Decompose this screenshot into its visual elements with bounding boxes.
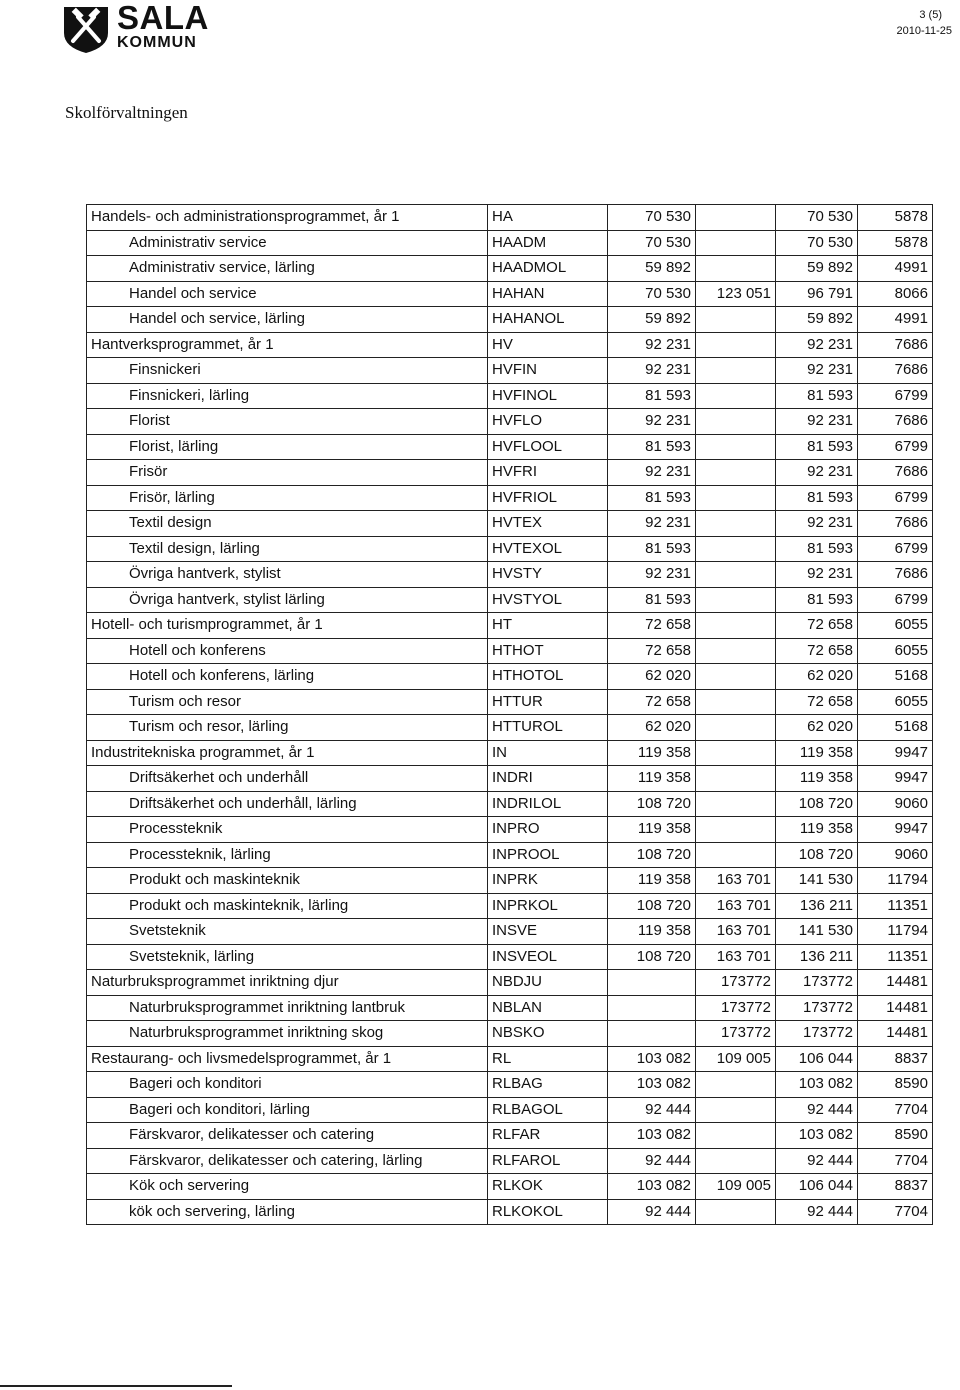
program-code-cell: RLBAG (488, 1072, 608, 1098)
table-row (87, 1174, 933, 1200)
table-row (87, 1148, 933, 1174)
amount-cell-2 (696, 587, 776, 613)
program-rates-table (86, 204, 933, 1225)
amount-cell-1: 72 658 (608, 638, 696, 664)
amount-cell-3: 59 892 (776, 307, 858, 333)
program-name-cell: Textil design (87, 511, 488, 537)
program-name-cell: Naturbruksprogrammet inriktning lantbruk (87, 995, 488, 1021)
amount-cell-4: 7704 (858, 1097, 933, 1123)
program-name-cell: Färskvaror, delikatesser och catering (87, 1123, 488, 1149)
amount-cell-3: 62 020 (776, 664, 858, 690)
amount-cell-4: 11794 (858, 868, 933, 894)
table-row (87, 587, 933, 613)
amount-cell-3: 173772 (776, 1021, 858, 1047)
amount-cell-2 (696, 562, 776, 588)
amount-cell-1: 108 720 (608, 893, 696, 919)
table-row (87, 868, 933, 894)
amount-cell-2: 109 005 (696, 1174, 776, 1200)
amount-cell-2 (696, 1097, 776, 1123)
amount-cell-2 (696, 205, 776, 231)
program-name-cell: Turism och resor (87, 689, 488, 715)
program-code-cell: HTHOTOL (488, 664, 608, 690)
amount-cell-2 (696, 791, 776, 817)
table-row (87, 995, 933, 1021)
amount-cell-1: 92 231 (608, 562, 696, 588)
program-name-cell: Finsnickeri, lärling (87, 383, 488, 409)
program-name-cell: Hantverksprogrammet, år 1 (87, 332, 488, 358)
amount-cell-4: 7704 (858, 1148, 933, 1174)
department-name: Skolförvaltningen (65, 103, 188, 122)
amount-cell-1: 70 530 (608, 281, 696, 307)
amount-cell-3: 92 444 (776, 1097, 858, 1123)
amount-cell-2 (696, 1148, 776, 1174)
amount-cell-3: 108 720 (776, 791, 858, 817)
program-code-cell: HVFRIOL (488, 485, 608, 511)
amount-cell-4: 4991 (858, 256, 933, 282)
amount-cell-4: 9947 (858, 740, 933, 766)
amount-cell-4: 8590 (858, 1072, 933, 1098)
amount-cell-3: 81 593 (776, 536, 858, 562)
program-code-cell: HV (488, 332, 608, 358)
table-row (87, 1097, 933, 1123)
program-code-cell: RLFAROL (488, 1148, 608, 1174)
document-date: 2010-11-25 (896, 25, 952, 37)
amount-cell-1: 92 231 (608, 358, 696, 384)
amount-cell-1: 92 231 (608, 511, 696, 537)
table-row (87, 281, 933, 307)
program-name-cell: Produkt och maskinteknik, lärling (87, 893, 488, 919)
amount-cell-2: 173772 (696, 1021, 776, 1047)
amount-cell-3: 106 044 (776, 1046, 858, 1072)
program-code-cell: INDRILOL (488, 791, 608, 817)
amount-cell-3: 92 444 (776, 1199, 858, 1225)
program-code-cell: HTTUR (488, 689, 608, 715)
program-name-cell: Övriga hantverk, stylist (87, 562, 488, 588)
amount-cell-2 (696, 1123, 776, 1149)
program-name-cell: Färskvaror, delikatesser och catering, lärling (87, 1148, 488, 1174)
amount-cell-3: 81 593 (776, 434, 858, 460)
amount-cell-3: 92 231 (776, 562, 858, 588)
municipality-logo (60, 0, 220, 59)
table-row (87, 893, 933, 919)
amount-cell-1: 72 658 (608, 613, 696, 639)
amount-cell-1 (608, 1021, 696, 1047)
program-name-cell: Administrativ service (87, 230, 488, 256)
program-code-cell: HAADM (488, 230, 608, 256)
logo-subtitle: KOMMUN (117, 34, 197, 51)
amount-cell-4: 7686 (858, 460, 933, 486)
amount-cell-1: 81 593 (608, 434, 696, 460)
amount-cell-4: 6799 (858, 587, 933, 613)
program-name-cell: Florist, lärling (87, 434, 488, 460)
amount-cell-1: 92 444 (608, 1097, 696, 1123)
program-code-cell: HVFLOOL (488, 434, 608, 460)
amount-cell-4: 14481 (858, 1021, 933, 1047)
amount-cell-3: 103 082 (776, 1123, 858, 1149)
program-name-cell: Svetsteknik, lärling (87, 944, 488, 970)
amount-cell-1: 59 892 (608, 256, 696, 282)
amount-cell-4: 6055 (858, 689, 933, 715)
amount-cell-2: 163 701 (696, 868, 776, 894)
amount-cell-1: 103 082 (608, 1174, 696, 1200)
amount-cell-1: 103 082 (608, 1123, 696, 1149)
amount-cell-4: 7686 (858, 332, 933, 358)
program-row (87, 1046, 933, 1072)
amount-cell-1 (608, 970, 696, 996)
amount-cell-1: 81 593 (608, 383, 696, 409)
table-row (87, 256, 933, 282)
amount-cell-3: 103 082 (776, 1072, 858, 1098)
amount-cell-1: 62 020 (608, 664, 696, 690)
amount-cell-2 (696, 766, 776, 792)
table-row (87, 944, 933, 970)
amount-cell-4: 6799 (858, 434, 933, 460)
program-name-cell: Textil design, lärling (87, 536, 488, 562)
amount-cell-2 (696, 230, 776, 256)
amount-cell-3: 119 358 (776, 740, 858, 766)
program-code-cell: RLKOKOL (488, 1199, 608, 1225)
amount-cell-2 (696, 256, 776, 282)
amount-cell-2 (696, 664, 776, 690)
amount-cell-3: 92 231 (776, 332, 858, 358)
amount-cell-1: 62 020 (608, 715, 696, 741)
program-code-cell: HT (488, 613, 608, 639)
program-name-cell: Naturbruksprogrammet inriktning djur (87, 970, 488, 996)
program-code-cell: RLFAR (488, 1123, 608, 1149)
amount-cell-2 (696, 358, 776, 384)
amount-cell-2 (696, 817, 776, 843)
amount-cell-3: 72 658 (776, 613, 858, 639)
program-name-cell: Turism och resor, lärling (87, 715, 488, 741)
amount-cell-4: 6055 (858, 638, 933, 664)
program-code-cell: HAADMOL (488, 256, 608, 282)
amount-cell-3: 59 892 (776, 256, 858, 282)
amount-cell-3: 72 658 (776, 689, 858, 715)
program-row (87, 205, 933, 231)
amount-cell-3: 108 720 (776, 842, 858, 868)
amount-cell-2 (696, 307, 776, 333)
amount-cell-1: 70 530 (608, 205, 696, 231)
program-name-cell: Frisör (87, 460, 488, 486)
program-name-cell: Restaurang- och livsmedelsprogrammet, år 1 (87, 1046, 488, 1072)
amount-cell-3: 81 593 (776, 383, 858, 409)
program-code-cell: HAHANOL (488, 307, 608, 333)
amount-cell-4: 14481 (858, 995, 933, 1021)
table-row (87, 689, 933, 715)
amount-cell-4: 8590 (858, 1123, 933, 1149)
amount-cell-4: 6799 (858, 383, 933, 409)
amount-cell-1: 119 358 (608, 766, 696, 792)
program-code-cell: HTHOT (488, 638, 608, 664)
amount-cell-2 (696, 332, 776, 358)
program-code-cell: INPRKOL (488, 893, 608, 919)
table-row (87, 383, 933, 409)
amount-cell-3: 92 231 (776, 358, 858, 384)
amount-cell-1: 92 231 (608, 460, 696, 486)
amount-cell-4: 9947 (858, 817, 933, 843)
amount-cell-2 (696, 1199, 776, 1225)
program-name-cell: Handel och service (87, 281, 488, 307)
amount-cell-1: 92 444 (608, 1148, 696, 1174)
amount-cell-3: 136 211 (776, 893, 858, 919)
amount-cell-4: 11794 (858, 919, 933, 945)
amount-cell-1: 70 530 (608, 230, 696, 256)
program-code-cell: INPROOL (488, 842, 608, 868)
program-code-cell: INSVE (488, 919, 608, 945)
amount-cell-4: 4991 (858, 307, 933, 333)
program-name-cell: Hotell och konferens, lärling (87, 664, 488, 690)
program-name-cell: Bageri och konditori (87, 1072, 488, 1098)
amount-cell-3: 92 231 (776, 511, 858, 537)
table-row (87, 536, 933, 562)
amount-cell-3: 92 444 (776, 1148, 858, 1174)
amount-cell-4: 8066 (858, 281, 933, 307)
amount-cell-4: 8837 (858, 1174, 933, 1200)
amount-cell-1: 72 658 (608, 689, 696, 715)
amount-cell-2 (696, 842, 776, 868)
amount-cell-4: 9060 (858, 842, 933, 868)
table-row (87, 1123, 933, 1149)
program-code-cell: HTTUROL (488, 715, 608, 741)
amount-cell-2 (696, 409, 776, 435)
program-code-cell: HAHAN (488, 281, 608, 307)
amount-cell-4: 6055 (858, 613, 933, 639)
amount-cell-1: 119 358 (608, 868, 696, 894)
table-row (87, 230, 933, 256)
amount-cell-4: 7686 (858, 511, 933, 537)
amount-cell-4: 7704 (858, 1199, 933, 1225)
amount-cell-3: 92 231 (776, 460, 858, 486)
amount-cell-1: 119 358 (608, 740, 696, 766)
program-code-cell: RL (488, 1046, 608, 1072)
program-code-cell: INPRK (488, 868, 608, 894)
amount-cell-3: 136 211 (776, 944, 858, 970)
program-name-cell: Processteknik (87, 817, 488, 843)
amount-cell-4: 5878 (858, 230, 933, 256)
amount-cell-3: 141 530 (776, 868, 858, 894)
program-name-cell: Industritekniska programmet, år 1 (87, 740, 488, 766)
amount-cell-4: 7686 (858, 562, 933, 588)
program-code-cell: HVFINOL (488, 383, 608, 409)
amount-cell-4: 6799 (858, 536, 933, 562)
program-name-cell: Hotell och konferens (87, 638, 488, 664)
program-row (87, 740, 933, 766)
amount-cell-1: 119 358 (608, 817, 696, 843)
logo-name: SALA (117, 0, 209, 36)
program-code-cell: HVFRI (488, 460, 608, 486)
program-name-cell: Finsnickeri (87, 358, 488, 384)
amount-cell-2 (696, 715, 776, 741)
amount-cell-2: 163 701 (696, 944, 776, 970)
amount-cell-2: 123 051 (696, 281, 776, 307)
program-row (87, 613, 933, 639)
table-row (87, 460, 933, 486)
amount-cell-2 (696, 740, 776, 766)
amount-cell-2: 163 701 (696, 919, 776, 945)
amount-cell-3: 62 020 (776, 715, 858, 741)
program-name-cell: Övriga hantverk, stylist lärling (87, 587, 488, 613)
amount-cell-4: 11351 (858, 893, 933, 919)
program-code-cell: RLKOK (488, 1174, 608, 1200)
program-name-cell: Processteknik, lärling (87, 842, 488, 868)
amount-cell-1: 108 720 (608, 944, 696, 970)
amount-cell-1: 81 593 (608, 536, 696, 562)
program-name-cell: Bageri och konditori, lärling (87, 1097, 488, 1123)
program-name-cell: Florist (87, 409, 488, 435)
program-code-cell: HVSTY (488, 562, 608, 588)
program-code-cell: INSVEOL (488, 944, 608, 970)
amount-cell-4: 9060 (858, 791, 933, 817)
program-name-cell: Kök och servering (87, 1174, 488, 1200)
amount-cell-2 (696, 689, 776, 715)
table-row (87, 664, 933, 690)
table-row (87, 1072, 933, 1098)
amount-cell-1: 59 892 (608, 307, 696, 333)
table-row (87, 434, 933, 460)
amount-cell-3: 72 658 (776, 638, 858, 664)
program-code-cell: RLBAGOL (488, 1097, 608, 1123)
amount-cell-4: 5168 (858, 664, 933, 690)
program-code-cell: INPRO (488, 817, 608, 843)
amount-cell-3: 70 530 (776, 230, 858, 256)
crossed-hammers-shield-icon (60, 3, 112, 55)
amount-cell-2 (696, 383, 776, 409)
amount-cell-4: 14481 (858, 970, 933, 996)
table-body (87, 205, 933, 1225)
amount-cell-1: 108 720 (608, 842, 696, 868)
amount-cell-3: 81 593 (776, 587, 858, 613)
program-code-cell: NBDJU (488, 970, 608, 996)
program-name-cell: Handels- och administrationsprogrammet, år 1 (87, 205, 488, 231)
amount-cell-1: 92 231 (608, 409, 696, 435)
table-row (87, 842, 933, 868)
program-code-cell: INDRI (488, 766, 608, 792)
amount-cell-1: 81 593 (608, 485, 696, 511)
program-code-cell: NBSKO (488, 1021, 608, 1047)
amount-cell-3: 119 358 (776, 817, 858, 843)
table-row (87, 409, 933, 435)
amount-cell-3: 70 530 (776, 205, 858, 231)
amount-cell-2 (696, 511, 776, 537)
amount-cell-4: 7686 (858, 409, 933, 435)
program-name-cell: Driftsäkerhet och underhåll (87, 766, 488, 792)
table-row (87, 1021, 933, 1047)
amount-cell-1: 108 720 (608, 791, 696, 817)
table-row (87, 485, 933, 511)
amount-cell-2: 163 701 (696, 893, 776, 919)
program-code-cell: HVTEXOL (488, 536, 608, 562)
program-name-cell: Svetsteknik (87, 919, 488, 945)
program-name-cell: Handel och service, lärling (87, 307, 488, 333)
amount-cell-4: 8837 (858, 1046, 933, 1072)
amount-cell-4: 5168 (858, 715, 933, 741)
amount-cell-3: 81 593 (776, 485, 858, 511)
program-row (87, 970, 933, 996)
amount-cell-3: 173772 (776, 995, 858, 1021)
amount-cell-4: 7686 (858, 358, 933, 384)
amount-cell-3: 141 530 (776, 919, 858, 945)
amount-cell-2 (696, 1072, 776, 1098)
table-row (87, 791, 933, 817)
amount-cell-2 (696, 460, 776, 486)
table-row (87, 638, 933, 664)
amount-cell-2 (696, 638, 776, 664)
program-name-cell: Administrativ service, lärling (87, 256, 488, 282)
program-code-cell: HA (488, 205, 608, 231)
amount-cell-2: 109 005 (696, 1046, 776, 1072)
table-row (87, 511, 933, 537)
program-code-cell: IN (488, 740, 608, 766)
amount-cell-2 (696, 536, 776, 562)
amount-cell-3: 106 044 (776, 1174, 858, 1200)
program-name-cell: Produkt och maskinteknik (87, 868, 488, 894)
program-code-cell: HVFIN (488, 358, 608, 384)
amount-cell-2: 173772 (696, 995, 776, 1021)
program-name-cell: kök och servering, lärling (87, 1199, 488, 1225)
footer-rule (0, 1385, 232, 1387)
amount-cell-3: 173772 (776, 970, 858, 996)
amount-cell-3: 119 358 (776, 766, 858, 792)
table-row (87, 358, 933, 384)
amount-cell-3: 92 231 (776, 409, 858, 435)
table-row (87, 562, 933, 588)
amount-cell-1: 92 231 (608, 332, 696, 358)
amount-cell-4: 9947 (858, 766, 933, 792)
page-number: 3 (5) (919, 9, 942, 21)
program-name-cell: Frisör, lärling (87, 485, 488, 511)
amount-cell-1: 81 593 (608, 587, 696, 613)
amount-cell-4: 6799 (858, 485, 933, 511)
amount-cell-1 (608, 995, 696, 1021)
amount-cell-2: 173772 (696, 970, 776, 996)
amount-cell-1: 103 082 (608, 1072, 696, 1098)
program-name-cell: Hotell- och turismprogrammet, år 1 (87, 613, 488, 639)
table-row (87, 919, 933, 945)
amount-cell-1: 92 444 (608, 1199, 696, 1225)
program-code-cell: NBLAN (488, 995, 608, 1021)
table-row (87, 715, 933, 741)
amount-cell-2 (696, 485, 776, 511)
table-row (87, 1199, 933, 1225)
amount-cell-2 (696, 434, 776, 460)
table-row (87, 766, 933, 792)
amount-cell-3: 96 791 (776, 281, 858, 307)
program-name-cell: Driftsäkerhet och underhåll, lärling (87, 791, 488, 817)
table-row (87, 307, 933, 333)
program-row (87, 332, 933, 358)
amount-cell-2 (696, 613, 776, 639)
program-code-cell: HVFLO (488, 409, 608, 435)
amount-cell-1: 103 082 (608, 1046, 696, 1072)
program-code-cell: HVSTYOL (488, 587, 608, 613)
program-code-cell: HVTEX (488, 511, 608, 537)
amount-cell-1: 119 358 (608, 919, 696, 945)
amount-cell-4: 11351 (858, 944, 933, 970)
table-row (87, 817, 933, 843)
program-name-cell: Naturbruksprogrammet inriktning skog (87, 1021, 488, 1047)
amount-cell-4: 5878 (858, 205, 933, 231)
